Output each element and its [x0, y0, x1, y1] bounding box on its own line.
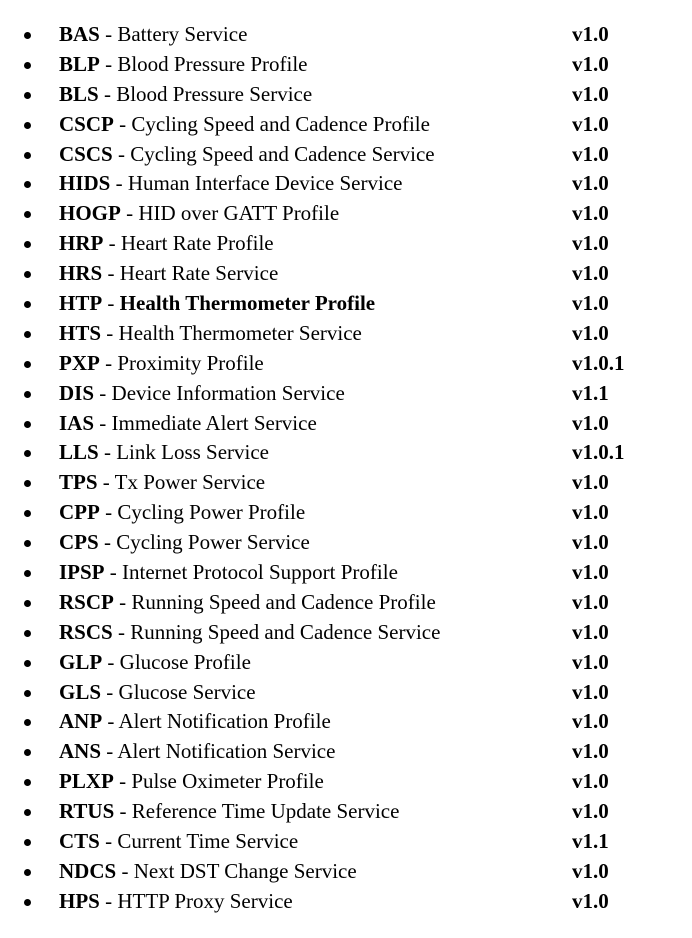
item-name: Tx Power Service — [114, 470, 266, 495]
item-name: Alert Notification Profile — [118, 709, 331, 734]
item-separator: - — [99, 51, 118, 76]
item-version: v1.0 — [572, 500, 609, 525]
item-abbreviation: CPS — [59, 530, 99, 555]
item-abbreviation: HRP — [59, 231, 104, 256]
item-version: v1.0 — [572, 888, 609, 913]
item-separator: - — [97, 470, 115, 495]
item-abbreviation: NDCS — [59, 858, 117, 883]
list-item — [0, 588, 692, 618]
bullet-icon — [24, 779, 31, 786]
item-text — [59, 498, 305, 528]
item-abbreviation: HRS — [59, 261, 103, 286]
item-text — [59, 468, 265, 498]
item-version: v1.1 — [572, 829, 609, 854]
item-version: v1.0 — [572, 231, 609, 256]
item-version: v1.0 — [572, 530, 609, 555]
item-separator: - — [98, 440, 117, 465]
bullet-icon — [24, 719, 31, 726]
item-abbreviation: CSCP — [59, 111, 114, 136]
item-abbreviation: HTS — [59, 320, 102, 345]
list-item — [0, 349, 692, 379]
bullet-icon — [24, 839, 31, 846]
item-separator: - — [101, 739, 118, 764]
item-abbreviation: CTS — [59, 829, 100, 854]
item-text — [59, 707, 331, 737]
item-separator: - — [94, 410, 112, 435]
item-separator: - — [113, 111, 132, 136]
item-separator: - — [99, 500, 118, 525]
item-text — [59, 528, 310, 558]
list-item — [0, 468, 692, 498]
list-item — [0, 438, 692, 468]
item-text — [59, 648, 251, 678]
item-name: Heart Rate Service — [119, 261, 279, 286]
item-version: v1.0 — [572, 589, 609, 614]
bullet-icon — [24, 211, 31, 218]
list-item — [0, 648, 692, 678]
bullet-icon — [24, 749, 31, 756]
item-text — [59, 319, 362, 349]
item-abbreviation: PLXP — [59, 769, 114, 794]
bullet-icon — [24, 540, 31, 547]
list-item — [0, 379, 692, 409]
bullet-icon — [24, 301, 31, 308]
list-item — [0, 50, 692, 80]
item-abbreviation: IAS — [59, 410, 95, 435]
item-separator: - — [103, 231, 121, 256]
item-separator: - — [113, 589, 132, 614]
list-item — [0, 558, 692, 588]
item-name: Running Speed and Cadence Profile — [131, 589, 436, 614]
bullet-icon — [24, 421, 31, 428]
item-abbreviation: BAS — [59, 22, 100, 46]
item-text — [59, 857, 357, 887]
item-separator: - — [99, 829, 118, 854]
bullet-icon — [24, 630, 31, 637]
list-item — [0, 169, 692, 199]
item-name: Cycling Speed and Cadence Service — [130, 141, 435, 166]
item-name: Device Information Service — [111, 380, 345, 405]
item-version: v1.0 — [572, 858, 609, 883]
item-separator: - — [113, 769, 132, 794]
bullet-icon — [24, 600, 31, 607]
item-name: Cycling Power Profile — [117, 500, 306, 525]
item-version: v1.0 — [572, 799, 609, 824]
list-item — [0, 319, 692, 349]
item-name: Glucose Service — [118, 679, 256, 704]
bullet-icon — [24, 62, 31, 69]
item-name: Reference Time Update Service — [131, 799, 400, 824]
item-version: v1.0 — [572, 769, 609, 794]
item-text — [59, 827, 298, 857]
list-item — [0, 110, 692, 140]
item-abbreviation: RSCP — [59, 589, 114, 614]
item-name: Blood Pressure Service — [116, 81, 313, 106]
item-version: v1.0 — [572, 709, 609, 734]
item-text — [59, 797, 399, 827]
item-text — [59, 887, 293, 917]
item-version: v1.0 — [572, 171, 609, 196]
item-version: v1.0 — [572, 739, 609, 764]
item-version: v1.0 — [572, 320, 609, 345]
bullet-icon — [24, 32, 31, 39]
item-name: HID over GATT Profile — [138, 201, 340, 226]
item-text — [59, 80, 312, 110]
item-separator: - — [98, 81, 117, 106]
bullet-icon — [24, 899, 31, 906]
item-separator: - — [102, 709, 119, 734]
item-text — [59, 618, 440, 648]
item-text — [59, 229, 274, 259]
bullet-icon — [24, 809, 31, 816]
item-abbreviation: ANS — [59, 739, 102, 764]
list-item — [0, 887, 692, 917]
item-separator: - — [114, 799, 132, 824]
list-item — [0, 498, 692, 528]
item-name: Next DST Change Service — [133, 858, 357, 883]
item-abbreviation: DIS — [59, 380, 95, 405]
list-item — [0, 199, 692, 229]
bullet-icon — [24, 391, 31, 398]
item-abbreviation: GLS — [59, 679, 102, 704]
item-name: Health Thermometer Profile — [119, 291, 376, 316]
list-item — [0, 797, 692, 827]
item-name: Running Speed and Cadence Service — [130, 619, 441, 644]
item-abbreviation: HIDS — [59, 171, 111, 196]
item-separator: - — [101, 679, 119, 704]
list-item — [0, 140, 692, 170]
item-separator: - — [112, 619, 131, 644]
item-abbreviation: BLS — [59, 81, 99, 106]
list-item — [0, 827, 692, 857]
item-version: v1.0 — [572, 22, 609, 46]
item-text — [59, 737, 335, 767]
list-item — [0, 80, 692, 110]
bullet-icon — [24, 660, 31, 667]
item-separator: - — [99, 22, 118, 46]
list-item — [0, 678, 692, 708]
item-name: Glucose Profile — [119, 649, 251, 674]
bullet-icon — [24, 331, 31, 338]
item-abbreviation: IPSP — [59, 560, 105, 585]
item-name: Cycling Speed and Cadence Profile — [131, 111, 430, 136]
item-version: v1.0 — [572, 201, 609, 226]
list-item — [0, 229, 692, 259]
item-separator: - — [98, 530, 117, 555]
item-separator: - — [99, 350, 118, 375]
item-abbreviation: CPP — [59, 500, 100, 525]
item-abbreviation: HOGP — [59, 201, 121, 226]
item-version: v1.0 — [572, 111, 609, 136]
bullet-icon — [24, 869, 31, 876]
item-abbreviation: TPS — [59, 470, 98, 495]
item-separator: - — [94, 380, 112, 405]
bullet-icon — [24, 92, 31, 99]
item-text — [59, 678, 256, 708]
bullet-icon — [24, 271, 31, 278]
list-item — [0, 409, 692, 439]
item-name: Pulse Oximeter Profile — [131, 769, 324, 794]
item-abbreviation: RSCS — [59, 619, 113, 644]
item-text — [59, 289, 375, 319]
item-version: v1.1 — [572, 380, 609, 405]
item-abbreviation: BLP — [59, 51, 100, 76]
item-version: v1.0 — [572, 619, 609, 644]
item-text — [59, 438, 269, 468]
item-abbreviation: HTP — [59, 291, 103, 316]
item-version: v1.0 — [572, 560, 609, 585]
item-name: Current Time Service — [117, 829, 299, 854]
bullet-icon — [24, 510, 31, 517]
item-text — [59, 199, 339, 229]
item-name: Heart Rate Profile — [120, 231, 274, 256]
item-text — [59, 767, 324, 797]
bullet-icon — [24, 480, 31, 487]
item-text — [59, 588, 436, 618]
bullet-icon — [24, 241, 31, 248]
item-separator: - — [120, 201, 139, 226]
item-separator: - — [104, 560, 123, 585]
item-version: v1.0 — [572, 649, 609, 674]
bullet-icon — [24, 181, 31, 188]
item-text — [59, 140, 435, 170]
item-abbreviation: PXP — [59, 350, 100, 375]
item-version: v1.0 — [572, 81, 609, 106]
list-item — [0, 528, 692, 558]
item-name: HTTP Proxy Service — [117, 888, 293, 913]
item-separator: - — [110, 171, 128, 196]
item-text — [59, 259, 278, 289]
item-name: Cycling Power Service — [116, 530, 310, 555]
item-text — [59, 349, 264, 379]
bullet-icon — [24, 152, 31, 159]
item-text — [59, 110, 430, 140]
item-text — [59, 409, 317, 439]
item-separator: - — [102, 291, 120, 316]
item-separator: - — [116, 858, 134, 883]
item-text — [59, 379, 345, 409]
bullet-icon — [24, 450, 31, 457]
item-abbreviation: LLS — [59, 440, 99, 465]
item-name: Internet Protocol Support Profile — [122, 560, 398, 585]
bullet-icon — [24, 690, 31, 697]
item-name: Link Loss Service — [116, 440, 270, 465]
item-text — [59, 558, 398, 588]
list-item — [0, 857, 692, 887]
list-item — [0, 767, 692, 797]
item-name: Battery Service — [117, 22, 248, 46]
item-separator: - — [102, 261, 120, 286]
item-abbreviation: GLP — [59, 649, 103, 674]
list-item — [0, 259, 692, 289]
item-version: v1.0 — [572, 291, 609, 316]
list-item — [0, 737, 692, 767]
list-item — [0, 20, 692, 50]
item-version: v1.0 — [572, 679, 609, 704]
item-name: Health Thermometer Service — [118, 320, 362, 345]
list-item — [0, 289, 692, 319]
item-version: v1.0 — [572, 141, 609, 166]
list-item — [0, 707, 692, 737]
item-text — [59, 20, 247, 50]
list-item — [0, 618, 692, 648]
item-separator: - — [112, 141, 131, 166]
item-text — [59, 169, 402, 199]
item-version: v1.0.1 — [572, 440, 625, 465]
item-separator: - — [102, 649, 120, 674]
item-separator: - — [101, 320, 119, 345]
item-separator: - — [99, 888, 118, 913]
bullet-icon — [24, 361, 31, 368]
item-version: v1.0 — [572, 470, 609, 495]
profile-list — [0, 20, 692, 917]
item-name: Human Interface Device Service — [127, 171, 403, 196]
item-name: Proximity Profile — [117, 350, 264, 375]
item-version: v1.0 — [572, 51, 609, 76]
item-name: Immediate Alert Service — [111, 410, 317, 435]
item-abbreviation: ANP — [59, 709, 103, 734]
item-name: Alert Notification Service — [117, 739, 336, 764]
item-version: v1.0.1 — [572, 350, 625, 375]
item-name: Blood Pressure Profile — [117, 51, 308, 76]
bullet-icon — [24, 122, 31, 129]
item-abbreviation: CSCS — [59, 141, 113, 166]
item-abbreviation: HPS — [59, 888, 100, 913]
item-text — [59, 50, 308, 80]
item-version: v1.0 — [572, 410, 609, 435]
bullet-icon — [24, 570, 31, 577]
item-abbreviation: RTUS — [59, 799, 115, 824]
item-version: v1.0 — [572, 261, 609, 286]
